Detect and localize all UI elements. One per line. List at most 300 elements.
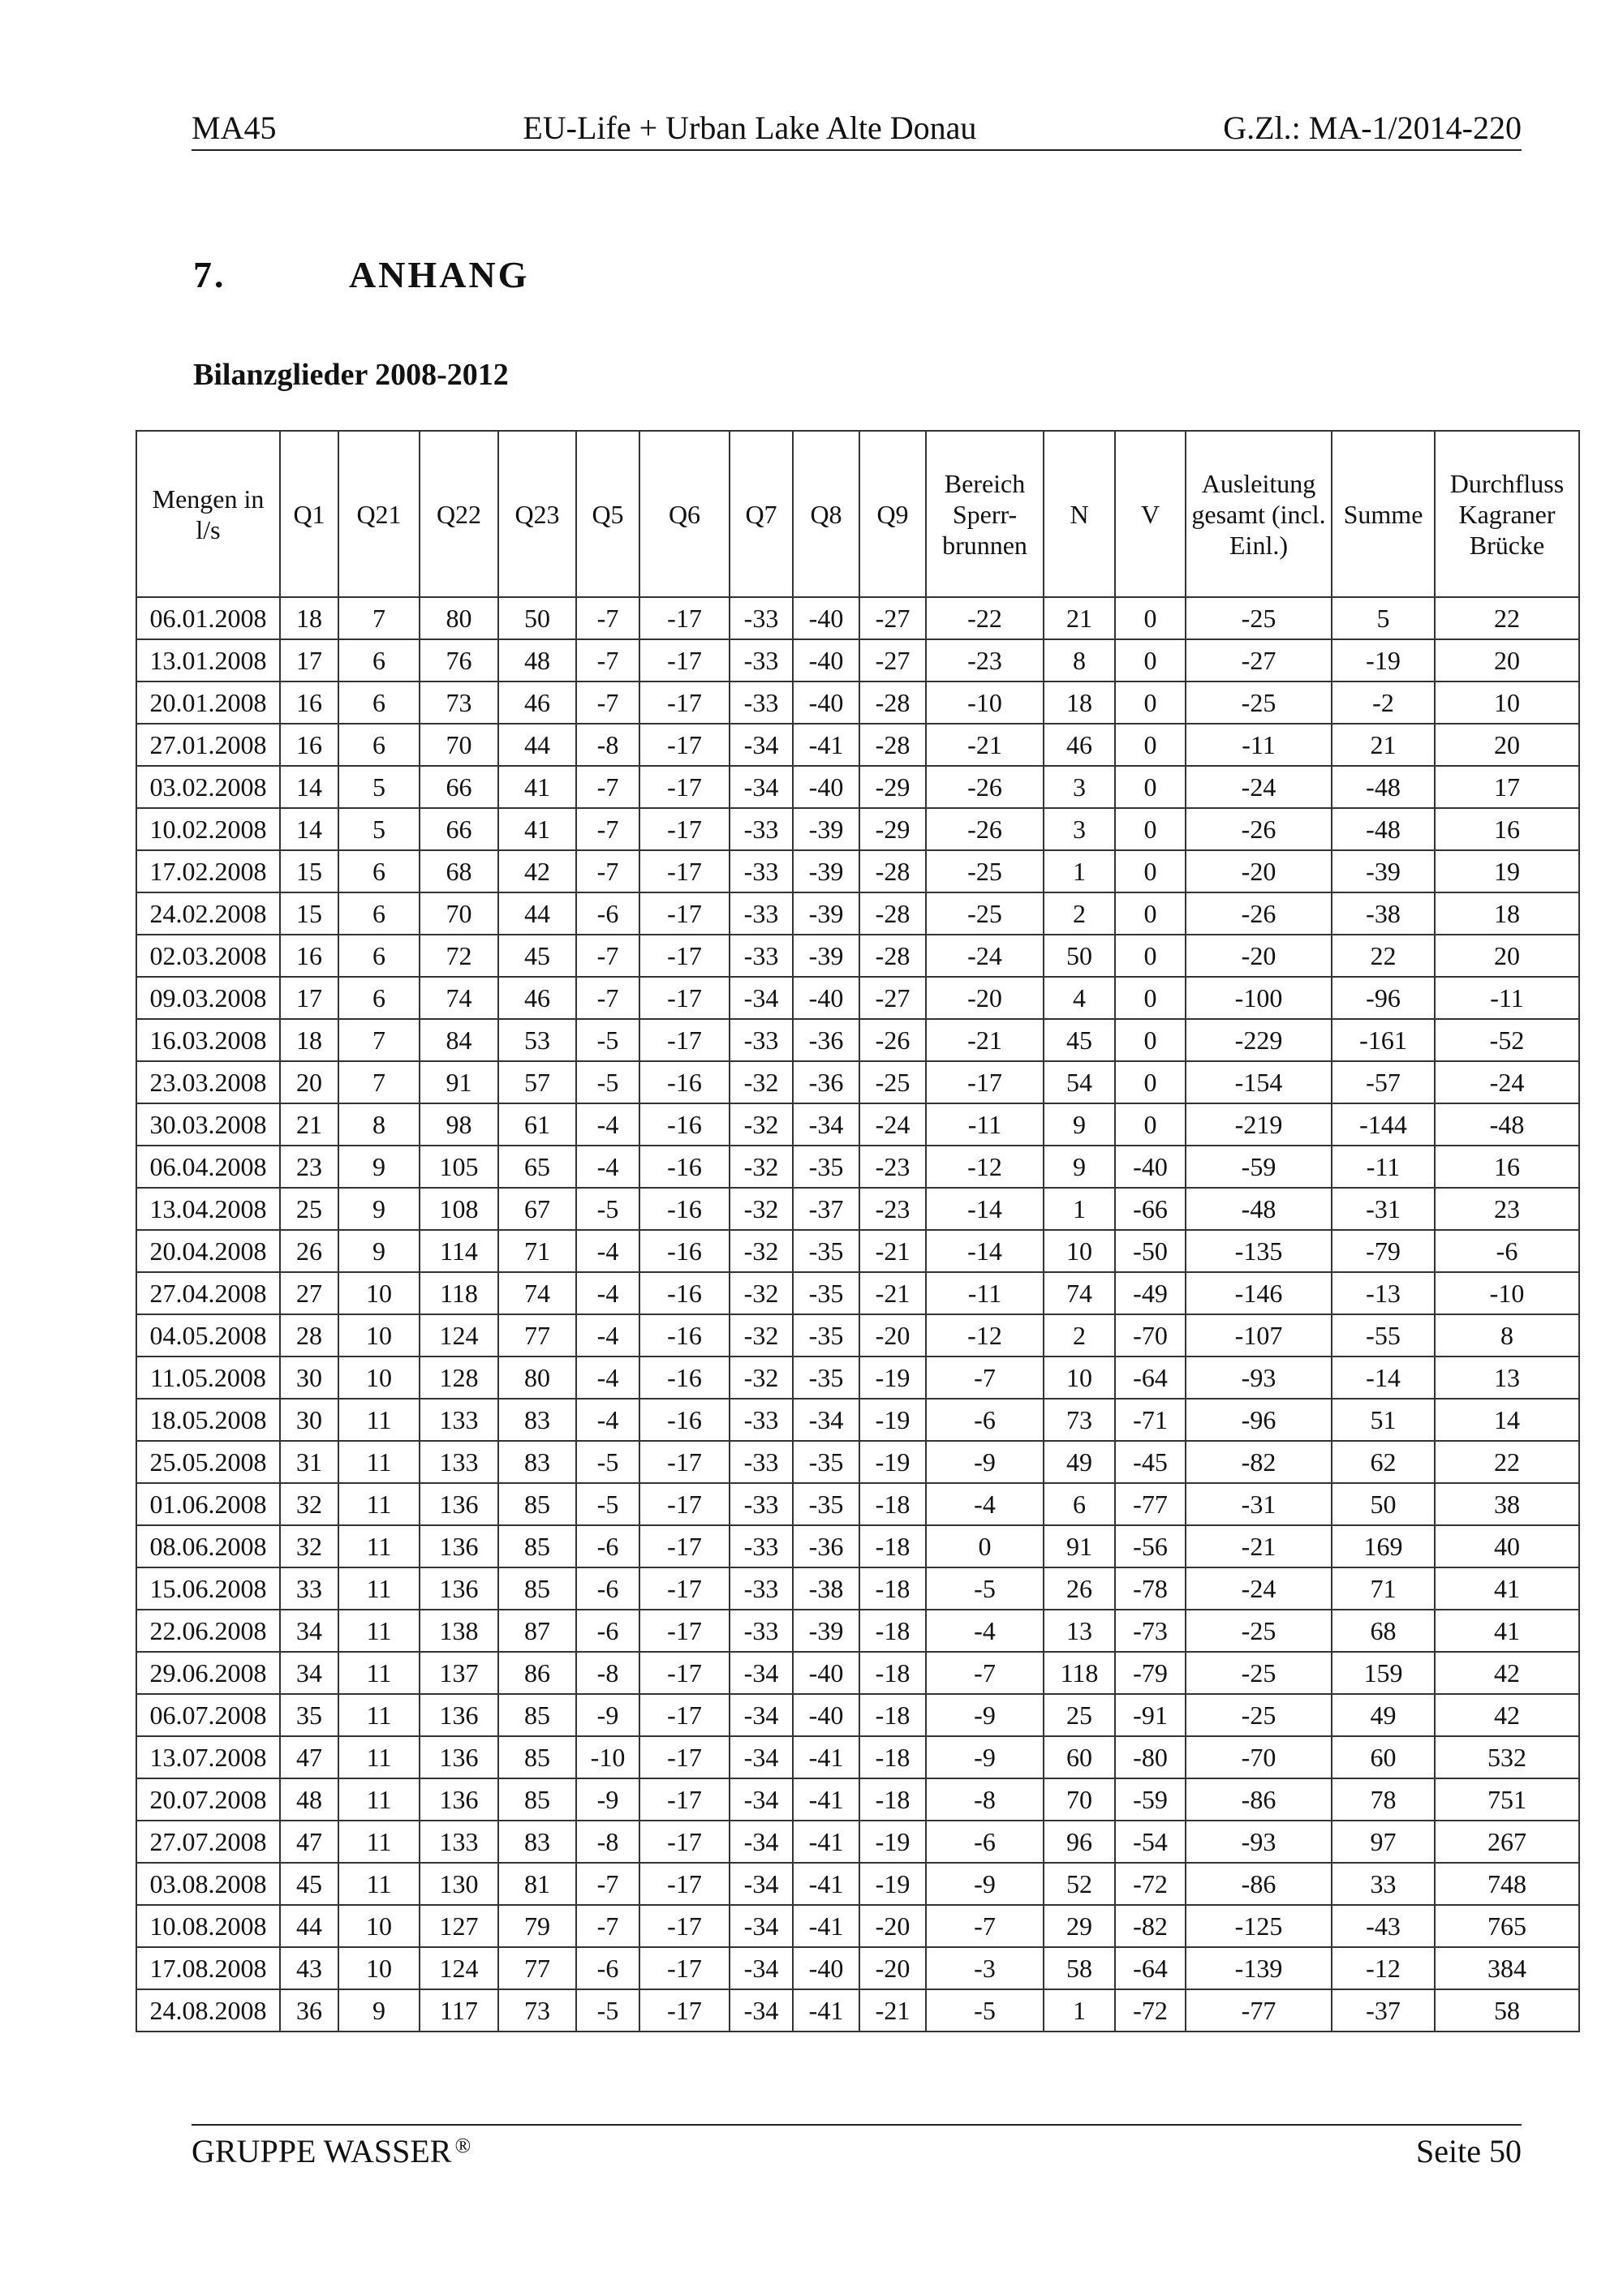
value-cell: 26 — [280, 1230, 338, 1272]
value-cell: -28 — [859, 892, 926, 935]
value-cell: -21 — [926, 724, 1044, 766]
value-cell: -17 — [639, 1694, 730, 1736]
value-cell: -17 — [639, 1905, 730, 1947]
table-row — [136, 1821, 1579, 1863]
column-header: V — [1115, 431, 1186, 597]
value-cell: -21 — [859, 1989, 926, 2032]
value-cell: 21 — [280, 1103, 338, 1146]
column-header: Summe — [1332, 431, 1435, 597]
value-cell: 83 — [498, 1441, 576, 1483]
value-cell: 47 — [280, 1736, 338, 1778]
value-cell: 60 — [1044, 1736, 1115, 1778]
value-cell: 57 — [498, 1061, 576, 1103]
value-cell: 128 — [420, 1357, 498, 1399]
value-cell: 0 — [1115, 681, 1186, 724]
value-cell: 117 — [420, 1989, 498, 2032]
value-cell: 73 — [420, 681, 498, 724]
value-cell: 85 — [498, 1736, 576, 1778]
value-cell: -32 — [730, 1230, 793, 1272]
value-cell: 87 — [498, 1610, 576, 1652]
value-cell: 43 — [280, 1947, 338, 1989]
value-cell: -33 — [730, 1441, 793, 1483]
value-cell: -50 — [1115, 1230, 1186, 1272]
value-cell: 33 — [280, 1567, 338, 1610]
value-cell: 30 — [280, 1357, 338, 1399]
value-cell: 10 — [338, 1272, 420, 1314]
date-cell: 16.03.2008 — [136, 1019, 280, 1061]
value-cell: 81 — [498, 1863, 576, 1905]
value-cell: -41 — [793, 1989, 859, 2032]
value-cell: -82 — [1186, 1441, 1332, 1483]
value-cell: -8 — [576, 724, 639, 766]
table-row — [136, 808, 1579, 850]
value-cell: -36 — [793, 1061, 859, 1103]
value-cell: 48 — [498, 639, 576, 681]
value-cell: -16 — [639, 1146, 730, 1188]
value-cell: -10 — [926, 681, 1044, 724]
date-cell: 13.04.2008 — [136, 1188, 280, 1230]
date-cell: 27.04.2008 — [136, 1272, 280, 1314]
value-cell: 18 — [1044, 681, 1115, 724]
value-cell: -26 — [926, 766, 1044, 808]
value-cell: -35 — [793, 1483, 859, 1525]
value-cell: 96 — [1044, 1821, 1115, 1863]
value-cell: -7 — [926, 1652, 1044, 1694]
value-cell: -12 — [926, 1314, 1044, 1357]
value-cell: -25 — [1186, 1694, 1332, 1736]
value-cell: 118 — [1044, 1652, 1115, 1694]
value-cell: 0 — [1115, 935, 1186, 977]
value-cell: 0 — [1115, 766, 1186, 808]
value-cell: -17 — [639, 1736, 730, 1778]
value-cell: -25 — [1186, 1610, 1332, 1652]
value-cell: -22 — [926, 597, 1044, 639]
date-cell: 13.01.2008 — [136, 639, 280, 681]
value-cell: 32 — [280, 1483, 338, 1525]
value-cell: -17 — [639, 1441, 730, 1483]
value-cell: -25 — [1186, 1652, 1332, 1694]
value-cell: -7 — [576, 808, 639, 850]
value-cell: -79 — [1332, 1230, 1435, 1272]
value-cell: -19 — [859, 1821, 926, 1863]
value-cell: 70 — [1044, 1778, 1115, 1821]
value-cell: -8 — [576, 1652, 639, 1694]
value-cell: 11 — [338, 1441, 420, 1483]
value-cell: 36 — [280, 1989, 338, 2032]
value-cell: -154 — [1186, 1061, 1332, 1103]
value-cell: 10 — [338, 1905, 420, 1947]
value-cell: -7 — [576, 597, 639, 639]
value-cell: -20 — [859, 1905, 926, 1947]
value-cell: -20 — [1186, 935, 1332, 977]
value-cell: -13 — [1332, 1272, 1435, 1314]
value-cell: 136 — [420, 1778, 498, 1821]
value-cell: -78 — [1115, 1567, 1186, 1610]
value-cell: -35 — [793, 1357, 859, 1399]
page-header — [192, 104, 1522, 151]
header-org: MA45 — [192, 110, 277, 146]
value-cell: 14 — [1435, 1399, 1579, 1441]
column-header: Ausleitung gesamt (incl. Einl.) — [1186, 431, 1332, 597]
value-cell: -72 — [1115, 1989, 1186, 2032]
value-cell: -41 — [793, 1863, 859, 1905]
value-cell: 136 — [420, 1525, 498, 1567]
value-cell: 11 — [338, 1778, 420, 1821]
value-cell: -19 — [859, 1441, 926, 1483]
value-cell: 20 — [280, 1061, 338, 1103]
value-cell: 21 — [1044, 597, 1115, 639]
column-header: Q5 — [576, 431, 639, 597]
value-cell: 28 — [280, 1314, 338, 1357]
value-cell: -17 — [639, 1610, 730, 1652]
value-cell: 53 — [498, 1019, 576, 1061]
value-cell: -40 — [793, 766, 859, 808]
value-cell: 46 — [1044, 724, 1115, 766]
value-cell: 74 — [498, 1272, 576, 1314]
value-cell: 42 — [498, 850, 576, 892]
value-cell: -16 — [639, 1188, 730, 1230]
value-cell: 26 — [1044, 1567, 1115, 1610]
value-cell: 50 — [498, 597, 576, 639]
value-cell: -18 — [859, 1610, 926, 1652]
value-cell: 73 — [498, 1989, 576, 2032]
value-cell: 68 — [420, 850, 498, 892]
value-cell: 7 — [338, 1061, 420, 1103]
value-cell: -17 — [639, 892, 730, 935]
value-cell: -9 — [576, 1694, 639, 1736]
value-cell: 8 — [1044, 639, 1115, 681]
value-cell: 97 — [1332, 1821, 1435, 1863]
value-cell: 29 — [1044, 1905, 1115, 1947]
value-cell: 33 — [1332, 1863, 1435, 1905]
value-cell: -35 — [793, 1272, 859, 1314]
value-cell: -48 — [1332, 766, 1435, 808]
value-cell: -39 — [1332, 850, 1435, 892]
value-cell: 78 — [1332, 1778, 1435, 1821]
value-cell: 108 — [420, 1188, 498, 1230]
value-cell: -41 — [793, 724, 859, 766]
value-cell: -33 — [730, 1567, 793, 1610]
value-cell: -27 — [859, 639, 926, 681]
value-cell: 0 — [1115, 892, 1186, 935]
value-cell: -35 — [793, 1146, 859, 1188]
value-cell: 45 — [498, 935, 576, 977]
column-header: Bereich Sperr- brunnen — [926, 431, 1044, 597]
value-cell: -32 — [730, 1061, 793, 1103]
value-cell: -33 — [730, 892, 793, 935]
column-header: Q23 — [498, 431, 576, 597]
value-cell: -41 — [793, 1905, 859, 1947]
value-cell: -7 — [576, 935, 639, 977]
value-cell: 35 — [280, 1694, 338, 1736]
value-cell: -59 — [1186, 1146, 1332, 1188]
date-cell: 20.07.2008 — [136, 1778, 280, 1821]
value-cell: -21 — [859, 1230, 926, 1272]
value-cell: 85 — [498, 1483, 576, 1525]
value-cell: -34 — [730, 1652, 793, 1694]
value-cell: -40 — [793, 1652, 859, 1694]
value-cell: 105 — [420, 1146, 498, 1188]
value-cell: -5 — [576, 1019, 639, 1061]
value-cell: -17 — [639, 935, 730, 977]
value-cell: -96 — [1332, 977, 1435, 1019]
value-cell: -52 — [1435, 1019, 1579, 1061]
date-cell: 11.05.2008 — [136, 1357, 280, 1399]
value-cell: 9 — [1044, 1103, 1115, 1146]
value-cell: -29 — [859, 808, 926, 850]
value-cell: -34 — [793, 1103, 859, 1146]
value-cell: 79 — [498, 1905, 576, 1947]
value-cell: -24 — [1186, 1567, 1332, 1610]
value-cell: -17 — [639, 1652, 730, 1694]
value-cell: -39 — [793, 935, 859, 977]
column-header: Q22 — [420, 431, 498, 597]
value-cell: -4 — [576, 1357, 639, 1399]
value-cell: -19 — [859, 1357, 926, 1399]
value-cell: -33 — [730, 597, 793, 639]
value-cell: 98 — [420, 1103, 498, 1146]
value-cell: 751 — [1435, 1778, 1579, 1821]
value-cell: 49 — [1044, 1441, 1115, 1483]
table-row — [136, 1019, 1579, 1061]
value-cell: -86 — [1186, 1778, 1332, 1821]
value-cell: 384 — [1435, 1947, 1579, 1989]
value-cell: -8 — [926, 1778, 1044, 1821]
value-cell: -48 — [1186, 1188, 1332, 1230]
value-cell: -24 — [859, 1103, 926, 1146]
value-cell: -16 — [639, 1230, 730, 1272]
value-cell: 124 — [420, 1314, 498, 1357]
value-cell: 114 — [420, 1230, 498, 1272]
value-cell: -11 — [926, 1272, 1044, 1314]
value-cell: -40 — [793, 639, 859, 681]
value-cell: 31 — [280, 1441, 338, 1483]
value-cell: 127 — [420, 1905, 498, 1947]
value-cell: -26 — [1186, 808, 1332, 850]
value-cell: -5 — [576, 1061, 639, 1103]
value-cell: 765 — [1435, 1905, 1579, 1947]
value-cell: -28 — [859, 681, 926, 724]
value-cell: 67 — [498, 1188, 576, 1230]
table-row — [136, 892, 1579, 935]
value-cell: -12 — [1332, 1947, 1435, 1989]
value-cell: -4 — [576, 1399, 639, 1441]
value-cell: -37 — [793, 1188, 859, 1230]
value-cell: 11 — [338, 1821, 420, 1863]
value-cell: -32 — [730, 1103, 793, 1146]
date-cell: 30.03.2008 — [136, 1103, 280, 1146]
value-cell: 11 — [338, 1483, 420, 1525]
value-cell: 0 — [1115, 724, 1186, 766]
value-cell: -59 — [1115, 1778, 1186, 1821]
value-cell: 66 — [420, 766, 498, 808]
value-cell: -16 — [639, 1314, 730, 1357]
value-cell: -139 — [1186, 1947, 1332, 1989]
value-cell: -34 — [730, 1821, 793, 1863]
value-cell: -5 — [576, 1483, 639, 1525]
value-cell: -8 — [576, 1821, 639, 1863]
value-cell: -33 — [730, 808, 793, 850]
value-cell: 44 — [280, 1905, 338, 1947]
date-cell: 20.01.2008 — [136, 681, 280, 724]
value-cell: -93 — [1186, 1821, 1332, 1863]
value-cell: -100 — [1186, 977, 1332, 1019]
section-title: ANHANG — [349, 254, 530, 295]
date-cell: 13.07.2008 — [136, 1736, 280, 1778]
value-cell: -7 — [926, 1905, 1044, 1947]
value-cell: 6 — [338, 724, 420, 766]
value-cell: -20 — [926, 977, 1044, 1019]
value-cell: 9 — [338, 1188, 420, 1230]
column-header: Q1 — [280, 431, 338, 597]
table-row — [136, 1441, 1579, 1483]
section-number: 7. — [193, 254, 226, 295]
value-cell: 20 — [1435, 935, 1579, 977]
value-cell: -24 — [926, 935, 1044, 977]
value-cell: -135 — [1186, 1230, 1332, 1272]
value-cell: 6 — [338, 892, 420, 935]
table-row — [136, 1525, 1579, 1567]
value-cell: 46 — [498, 977, 576, 1019]
table-row — [136, 1314, 1579, 1357]
value-cell: -7 — [926, 1357, 1044, 1399]
date-cell: 17.08.2008 — [136, 1947, 280, 1989]
value-cell: 85 — [498, 1525, 576, 1567]
value-cell: -48 — [1332, 808, 1435, 850]
table-row — [136, 1736, 1579, 1778]
table-row — [136, 681, 1579, 724]
value-cell: 0 — [1115, 1061, 1186, 1103]
value-cell: -17 — [639, 977, 730, 1019]
value-cell: -4 — [576, 1272, 639, 1314]
value-cell: -19 — [859, 1863, 926, 1905]
value-cell: -96 — [1186, 1399, 1332, 1441]
value-cell: 6 — [338, 977, 420, 1019]
value-cell: 3 — [1044, 766, 1115, 808]
value-cell: -10 — [1435, 1272, 1579, 1314]
column-header: N — [1044, 431, 1115, 597]
value-cell: -26 — [1186, 892, 1332, 935]
value-cell: -7 — [576, 850, 639, 892]
value-cell: -7 — [576, 1905, 639, 1947]
value-cell: 80 — [498, 1357, 576, 1399]
value-cell: -41 — [793, 1821, 859, 1863]
value-cell: -107 — [1186, 1314, 1332, 1357]
value-cell: -40 — [793, 1694, 859, 1736]
value-cell: 11 — [338, 1567, 420, 1610]
value-cell: -17 — [639, 1778, 730, 1821]
value-cell: -18 — [859, 1525, 926, 1567]
value-cell: 83 — [498, 1821, 576, 1863]
header-reference: G.Zl.: MA-1/2014-220 — [1223, 110, 1522, 146]
date-cell: 04.05.2008 — [136, 1314, 280, 1357]
value-cell: 27 — [280, 1272, 338, 1314]
value-cell: 16 — [1435, 1146, 1579, 1188]
value-cell: -7 — [576, 681, 639, 724]
value-cell: 118 — [420, 1272, 498, 1314]
value-cell: 62 — [1332, 1441, 1435, 1483]
value-cell: -7 — [576, 639, 639, 681]
value-cell: -6 — [576, 1525, 639, 1567]
value-cell: -32 — [730, 1188, 793, 1230]
value-cell: -161 — [1332, 1019, 1435, 1061]
value-cell: -6 — [1435, 1230, 1579, 1272]
value-cell: -64 — [1115, 1947, 1186, 1989]
table-row — [136, 977, 1579, 1019]
value-cell: -34 — [730, 1778, 793, 1821]
value-cell: -6 — [926, 1399, 1044, 1441]
value-cell: 71 — [498, 1230, 576, 1272]
value-cell: 42 — [1435, 1652, 1579, 1694]
value-cell: 15 — [280, 850, 338, 892]
value-cell: -39 — [793, 850, 859, 892]
value-cell: 41 — [498, 808, 576, 850]
value-cell: -19 — [1332, 639, 1435, 681]
value-cell: -9 — [926, 1863, 1044, 1905]
value-cell: 50 — [1332, 1483, 1435, 1525]
value-cell: -9 — [926, 1441, 1044, 1483]
value-cell: 8 — [338, 1103, 420, 1146]
value-cell: -144 — [1332, 1103, 1435, 1146]
value-cell: 4 — [1044, 977, 1115, 1019]
value-cell: -24 — [1186, 766, 1332, 808]
balance-table — [136, 430, 1580, 2032]
value-cell: 9 — [338, 1146, 420, 1188]
value-cell: 13 — [1435, 1357, 1579, 1399]
table-row — [136, 1863, 1579, 1905]
value-cell: -11 — [1332, 1146, 1435, 1188]
value-cell: -33 — [730, 1019, 793, 1061]
value-cell: -17 — [639, 1989, 730, 2032]
value-cell: -40 — [793, 1947, 859, 1989]
value-cell: 34 — [280, 1652, 338, 1694]
value-cell: 17 — [280, 639, 338, 681]
table-row — [136, 1061, 1579, 1103]
value-cell: -9 — [926, 1694, 1044, 1736]
value-cell: -49 — [1115, 1272, 1186, 1314]
value-cell: -5 — [576, 1989, 639, 2032]
value-cell: 42 — [1435, 1694, 1579, 1736]
column-header: Q6 — [639, 431, 730, 597]
value-cell: 11 — [338, 1863, 420, 1905]
table-row — [136, 1146, 1579, 1188]
value-cell: -56 — [1115, 1525, 1186, 1567]
table-row — [136, 1652, 1579, 1694]
value-cell: 10 — [1435, 681, 1579, 724]
value-cell: -80 — [1115, 1736, 1186, 1778]
value-cell: -40 — [793, 681, 859, 724]
date-cell: 18.05.2008 — [136, 1399, 280, 1441]
date-cell: 23.03.2008 — [136, 1061, 280, 1103]
value-cell: -16 — [639, 1357, 730, 1399]
value-cell: -24 — [1435, 1061, 1579, 1103]
value-cell: 136 — [420, 1483, 498, 1525]
column-header: Q8 — [793, 431, 859, 597]
value-cell: 10 — [1044, 1230, 1115, 1272]
date-cell: 03.02.2008 — [136, 766, 280, 808]
value-cell: -17 — [639, 1863, 730, 1905]
value-cell: -16 — [639, 1399, 730, 1441]
value-cell: 2 — [1044, 892, 1115, 935]
section-heading — [193, 253, 529, 296]
column-header: Q9 — [859, 431, 926, 597]
value-cell: 91 — [1044, 1525, 1115, 1567]
value-cell: 44 — [498, 892, 576, 935]
value-cell: 10 — [1044, 1357, 1115, 1399]
value-cell: 38 — [1435, 1483, 1579, 1525]
value-cell: 20 — [1435, 724, 1579, 766]
value-cell: 91 — [420, 1061, 498, 1103]
